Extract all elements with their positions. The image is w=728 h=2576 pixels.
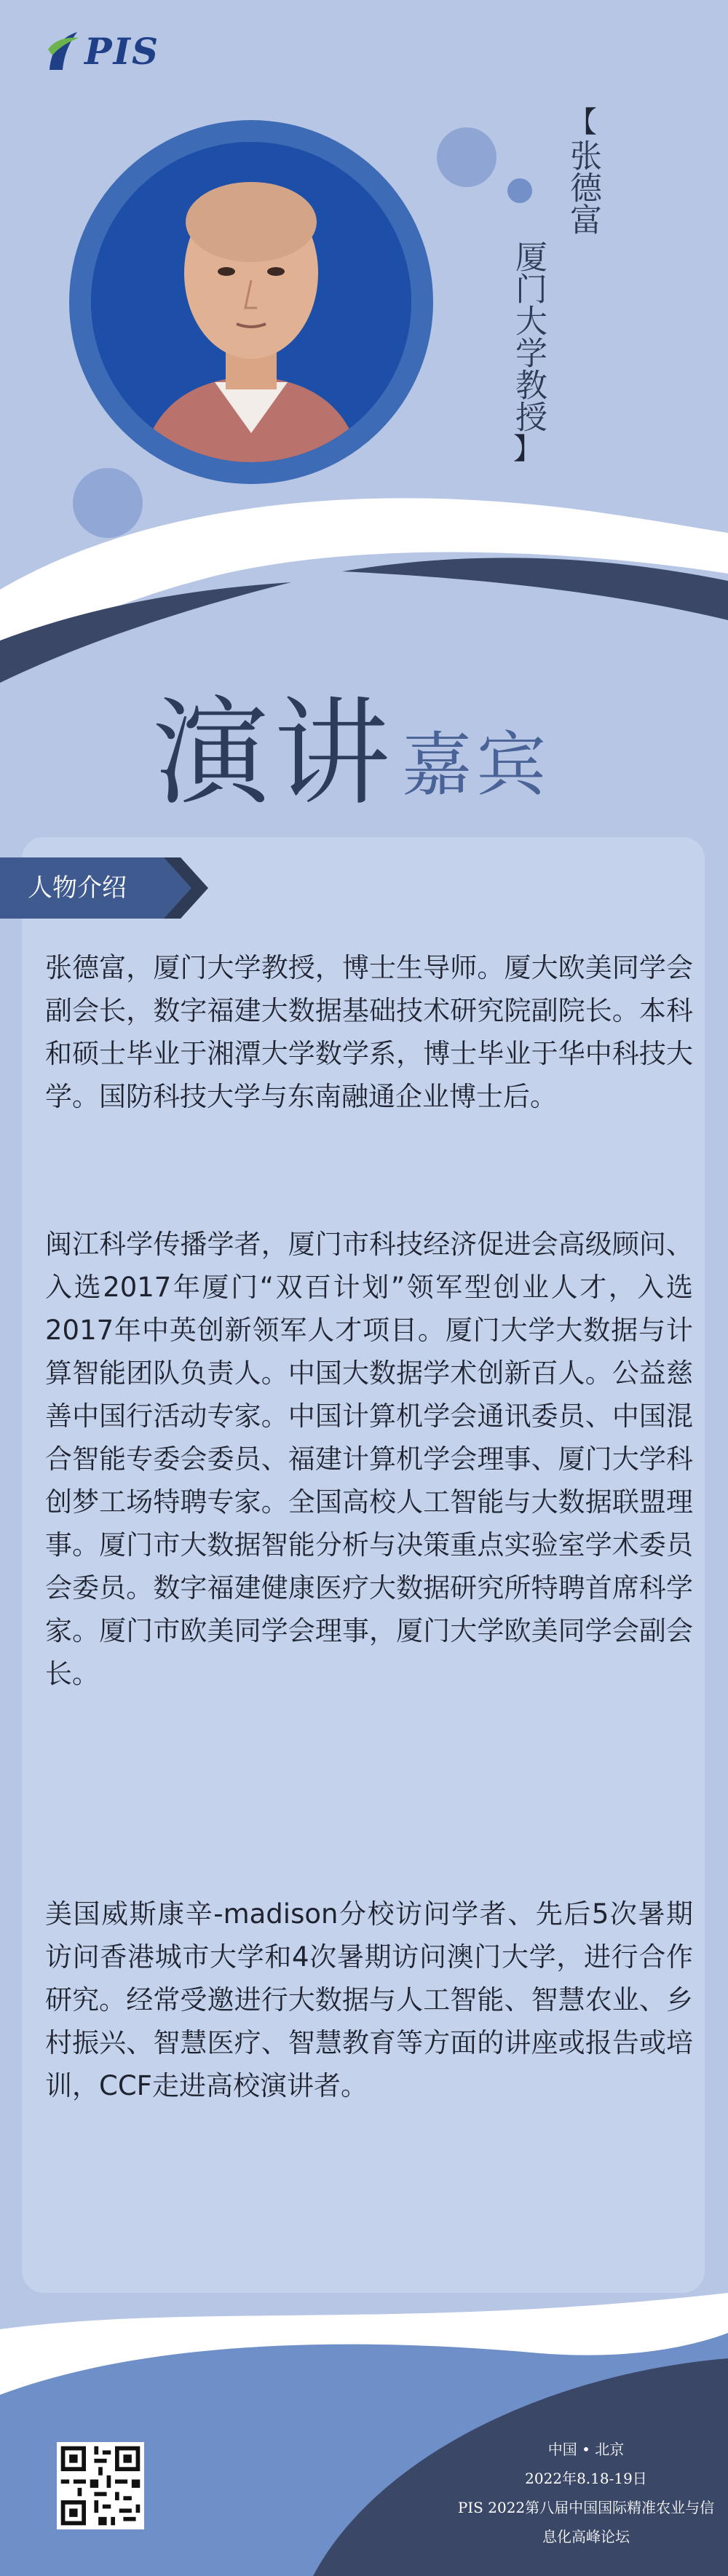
logo-text: PIS xyxy=(84,29,160,73)
speaker-title: 厦门大学教授 xyxy=(510,240,547,432)
speaker-portrait xyxy=(91,142,411,462)
qr-code-icon xyxy=(57,2442,144,2529)
speaker-name-vertical xyxy=(557,106,608,235)
leaf-logo-icon xyxy=(44,29,82,73)
section-label: 人物介绍 xyxy=(28,873,127,903)
deco-circle-large xyxy=(437,127,496,187)
pis-logo xyxy=(44,29,159,73)
bio-paragraph-1: 张德富，厦门大学教授，博士生导师。厦大欧美同学会副会长，数字福建大数据基础技术研究院副院长。本科和硕士毕业于湘潭大学数学系，博士毕业于华中科技大学。国防科技大学与东南融通企业博士后。 xyxy=(45,952,693,1112)
qr-code[interactable] xyxy=(57,2442,144,2529)
bracket-close: 】 xyxy=(513,432,542,466)
wave-navy-right xyxy=(342,558,728,620)
speaker-name: 张德富 xyxy=(564,139,601,235)
heading-main: 演讲 xyxy=(153,685,395,821)
deco-circle-small xyxy=(507,178,532,203)
speaker-title-vertical xyxy=(502,240,553,466)
bio-paragraph-3: 美国威斯康辛-madison分校访问学者、先后5次暑期访问香港城市大学和4次暑期访问澳门大学，进行合作研究。经常受邀进行大数据与人工智能、智慧农业、乡村振兴、智慧医疗、智慧教育等方面的讲座或报告或培训，CCF走进高校演讲者。 xyxy=(45,1898,693,2101)
footer-dates: 2022年8.18-19日 xyxy=(525,2470,647,2487)
portrait-illustration xyxy=(91,142,411,462)
heading-sub: 嘉宾 xyxy=(402,724,551,806)
bio-paragraph-2: 闽江科学传播学者，厦门市科技经济促进会高级顾问、入选2017年厦门“双百计划”领军型创业人才，入选2017年中英创新领军人才项目。厦门大学大数据与计算智能团队负责人。中国大数据学术创新百人。公益慈善中国行活动专家。中国计算机学会通讯委员、中国混合智能专委会委员、福建计算机学会理事、厦门大学科创梦工场特聘专家。全国高校人工智能与大数据联盟理事。厦门市大数据智能分析与决策重点实验室学术委员会委员。数字福建健康医疗大数据研究所特聘首席科学家。厦门市欧美同学会理事，厦门大学欧美同学会副会长。 xyxy=(45,1229,693,1689)
deco-circle-bottom xyxy=(73,468,143,538)
bracket-open: 【 xyxy=(568,106,597,139)
footer-location: 中国 • 北京 xyxy=(547,2441,625,2458)
page-heading xyxy=(153,685,551,821)
footer-event: PIS 2022第八届中国国际精准农业与信息化高峰论坛 xyxy=(457,2499,715,2545)
